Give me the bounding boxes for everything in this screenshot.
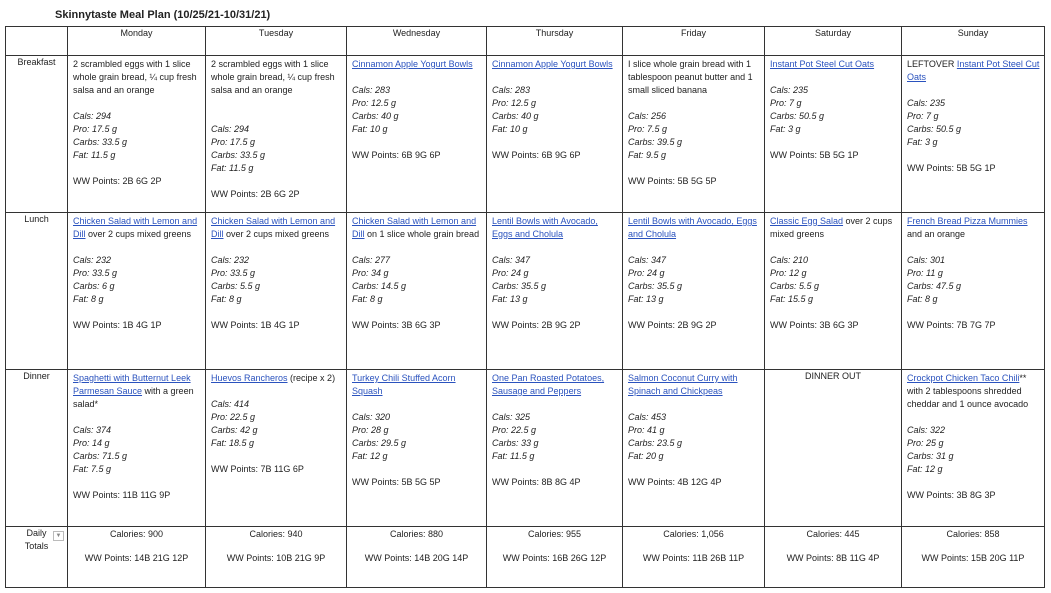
meal-description: [211, 58, 342, 97]
nutrition-carbs: Carbs: 6 g: [73, 281, 115, 291]
nutrition-pro: Pro: 24 g: [628, 268, 665, 278]
nutrition-carbs: Carbs: 71.5 g: [73, 451, 128, 461]
meal-content: [623, 370, 764, 526]
nutrition-cals: Cals: 325: [492, 412, 531, 422]
nutrition-fat: Fat: 12 g: [352, 451, 388, 461]
recipe-link[interactable]: Chicken Salad with Lemon and Dill: [73, 216, 198, 239]
spacer: [907, 306, 1040, 319]
spacer: [352, 241, 482, 254]
total-calories: Calories: 1,056: [663, 529, 724, 539]
spacer: [628, 162, 760, 175]
recipe-link[interactable]: Cinnamon Apple Yogurt Bowls: [492, 59, 613, 69]
nutrition-pro: Pro: 7 g: [907, 111, 939, 121]
recipe-link[interactable]: Lentil Bowls with Avocado, Eggs and Cholula: [628, 216, 757, 239]
meal-cell-breakfast-friday: [623, 56, 765, 213]
meal-cell-lunch-monday: [68, 213, 206, 370]
recipe-link[interactable]: Lentil Bowls with Avocado, Eggs and Cholula: [492, 216, 598, 239]
nutrition-carbs: Carbs: 50.5 g: [907, 124, 962, 134]
corner-cell: [6, 27, 68, 56]
nutrition-fat: Fat: 10 g: [352, 124, 388, 134]
ww-points: WW Points: 5B 5G 1P: [770, 150, 859, 160]
ww-points: WW Points: 7B 11G 6P: [211, 464, 304, 474]
nutrition-pro: Pro: 12 g: [770, 268, 807, 278]
nutrition-cals: Cals: 347: [628, 255, 667, 265]
meal-cell-lunch-tuesday: [206, 213, 347, 370]
nutrition-carbs: Carbs: 5.5 g: [211, 281, 261, 291]
total-cell-thursday: [487, 527, 623, 588]
meal-content: [765, 56, 901, 212]
meal-cell-lunch-sunday: [902, 213, 1045, 370]
spacer: [352, 71, 482, 84]
spacer: [211, 450, 342, 463]
total-cell-monday: [68, 527, 206, 588]
nutrition-carbs: Carbs: 47.5 g: [907, 281, 962, 291]
nutrition-pro: Pro: 7.5 g: [628, 124, 668, 134]
meal-content: [347, 213, 486, 369]
meal-cell-breakfast-wednesday: [347, 56, 487, 213]
nutrition-pro: Pro: 17.5 g: [211, 137, 256, 147]
nutrition-pro: Pro: 12.5 g: [492, 98, 537, 108]
meal-description: [211, 215, 342, 241]
meal-cell-breakfast-thursday: [487, 56, 623, 213]
day-header-thursday: Thursday: [487, 27, 623, 56]
meal-content: [902, 213, 1044, 369]
spacer: [211, 97, 342, 110]
spacer: [352, 306, 482, 319]
nutrition-cals: Cals: 301: [907, 255, 946, 265]
dinner-row: [6, 370, 1045, 527]
nutrition-carbs: Carbs: 35.5 g: [492, 281, 547, 291]
recipe-link[interactable]: Chicken Salad with Lemon and Dill: [352, 216, 477, 239]
nutrition-cals: Cals: 320: [352, 412, 391, 422]
meal-content: [487, 213, 622, 369]
meal-cell-breakfast-tuesday: [206, 56, 347, 213]
meal-note: (recipe x 2): [287, 373, 336, 383]
meal-description: [907, 372, 1040, 411]
recipe-link[interactable]: Chicken Salad with Lemon and Dill: [211, 216, 336, 239]
spacer: [907, 476, 1040, 489]
spacer: [907, 84, 1040, 97]
nutrition-fat: Fat: 9.5 g: [628, 150, 667, 160]
meal-content: [347, 370, 486, 526]
total-ww-points: WW Points: 14B 20G 14P: [364, 553, 469, 563]
meal-note: over 2 cups mixed greens: [85, 229, 192, 239]
row-label-totals: [6, 527, 68, 588]
nutrition-cals: Cals: 210: [770, 255, 809, 265]
meal-description: [73, 372, 201, 411]
ww-points: WW Points: 2B 9G 2P: [492, 320, 581, 330]
meal-description: [628, 372, 760, 398]
nutrition-cals: Cals: 256: [628, 111, 667, 121]
nutrition-carbs: Carbs: 50.5 g: [770, 111, 825, 121]
ww-points: WW Points: 2B 6G 2P: [73, 176, 162, 186]
spacer: [73, 162, 201, 175]
meal-cell-breakfast-saturday: [765, 56, 902, 213]
meal-note: 2 scrambled eggs with 1 slice whole grain bread, ¼ cup fresh salsa and an orange: [73, 59, 197, 95]
meal-note: with a green salad*: [73, 386, 194, 409]
recipe-link[interactable]: One Pan Roasted Potatoes, Sausage and Peppers: [492, 373, 605, 396]
total-cell-tuesday: [206, 527, 347, 588]
nutrition-pro: Pro: 33.5 g: [211, 268, 256, 278]
nutrition-carbs: Carbs: 33.5 g: [73, 137, 128, 147]
nutrition-fat: Fat: 11.5 g: [73, 150, 116, 160]
recipe-link[interactable]: Huevos Rancheros: [211, 373, 288, 383]
meal-content: [347, 56, 486, 212]
nutrition-fat: Fat: 8 g: [907, 294, 938, 304]
nutrition-carbs: Carbs: 40 g: [352, 111, 399, 121]
total-ww-points: WW Points: 16B 26G 12P: [502, 553, 607, 563]
nutrition-fat: Fat: 10 g: [492, 124, 528, 134]
nutrition-pro: Pro: 14 g: [73, 438, 110, 448]
nutrition-pro: Pro: 12.5 g: [352, 98, 397, 108]
nutrition-carbs: Carbs: 29.5 g: [352, 438, 407, 448]
ww-points: WW Points: 1B 4G 1P: [73, 320, 162, 330]
nutrition-pro: Pro: 25 g: [907, 438, 944, 448]
meal-cell-breakfast-sunday: [902, 56, 1045, 213]
nutrition-carbs: Carbs: 39.5 g: [628, 137, 683, 147]
ww-points: WW Points: 3B 6G 3P: [352, 320, 441, 330]
meal-note: I slice whole grain bread with 1 tablespoon peanut butter and 1 small sliced banana: [628, 59, 753, 95]
nutrition-cals: Cals: 232: [73, 255, 112, 265]
spacer: [492, 463, 618, 476]
lunch-row: [6, 213, 1045, 370]
meal-description: [352, 215, 482, 241]
meal-description: [770, 215, 897, 241]
day-header-wednesday: Wednesday: [347, 27, 487, 56]
meal-description: [73, 58, 201, 97]
nutrition-fat: Fat: 13 g: [628, 294, 664, 304]
spacer: [770, 136, 897, 149]
page-title: Skinnytaste Meal Plan (10/25/21-10/31/21): [55, 9, 271, 21]
ww-points: WW Points: 5B 5G 5P: [352, 477, 441, 487]
meal-description: [907, 58, 1040, 84]
ww-points: WW Points: 1B 4G 1P: [211, 320, 300, 330]
ww-points: WW Points: 2B 6G 2P: [211, 189, 300, 199]
ww-points: WW Points: 3B 6G 3P: [770, 320, 859, 330]
nutrition-carbs: Carbs: 42 g: [211, 425, 258, 435]
nutrition-pro: Pro: 22.5 g: [211, 412, 256, 422]
daily-totals-label: Daily Totals: [24, 528, 49, 551]
spacer: [211, 306, 342, 319]
meal-note: over 2 cups mixed greens: [223, 229, 330, 239]
ww-points: WW Points: 6B 9G 6P: [492, 150, 581, 160]
meal-description: [770, 58, 897, 71]
meal-cell-breakfast-monday: [68, 56, 206, 213]
nutrition-pro: Pro: 24 g: [492, 268, 529, 278]
ww-points: WW Points: 11B 11G 9P: [73, 490, 171, 500]
ww-points: WW Points: 2B 9G 2P: [628, 320, 717, 330]
nutrition-cals: Cals: 283: [492, 85, 531, 95]
nutrition-fat: Fat: 8 g: [211, 294, 242, 304]
meal-description: [211, 372, 342, 385]
nutrition-cals: Cals: 277: [352, 255, 391, 265]
recipe-link[interactable]: French Bread Pizza Mummies: [907, 216, 1028, 226]
meal-cell-dinner-saturday: [765, 370, 902, 527]
meal-content: [623, 56, 764, 212]
spacer: [352, 398, 482, 411]
meal-description: [492, 372, 618, 398]
meal-note: ** with 2 tablespoons shredded cheddar and 1 ounce avocado: [907, 373, 1029, 409]
meal-description: [492, 215, 618, 241]
nutrition-cals: Cals: 294: [211, 124, 250, 134]
meal-cell-lunch-thursday: [487, 213, 623, 370]
nutrition-fat: Fat: 11.5 g: [492, 451, 535, 461]
nutrition-fat: Fat: 8 g: [352, 294, 383, 304]
recipe-link[interactable]: Classic Egg Salad: [770, 216, 844, 226]
total-calories: Calories: 880: [389, 529, 444, 539]
meal-cell-dinner-wednesday: [347, 370, 487, 527]
meal-content: [902, 370, 1044, 526]
nutrition-fat: Fat: 20 g: [628, 451, 664, 461]
recipe-link[interactable]: Instant Pot Steel Cut Oats: [770, 59, 875, 69]
meal-description: [73, 215, 201, 241]
nutrition-pro: Pro: 22.5 g: [492, 425, 537, 435]
recipe-link[interactable]: Salmon Coconut Curry with Spinach and Chickpeas: [628, 373, 738, 396]
spacer: [628, 463, 760, 476]
recipe-link[interactable]: Instant Pot Steel Cut Oats: [907, 59, 1040, 82]
meal-description: [492, 58, 618, 71]
nutrition-carbs: Carbs: 5.5 g: [770, 281, 820, 291]
nutrition-cals: Cals: 235: [907, 98, 946, 108]
nutrition-fat: Fat: 18.5 g: [211, 438, 255, 448]
ww-points: WW Points: 8B 8G 4P: [492, 477, 581, 487]
meal-cell-lunch-friday: [623, 213, 765, 370]
meal-content: [68, 56, 205, 212]
meal-description: [352, 372, 482, 398]
meal-description: [628, 215, 760, 241]
day-header-sunday: Sunday: [902, 27, 1045, 56]
nutrition-pro: Pro: 17.5 g: [73, 124, 118, 134]
spacer: [352, 463, 482, 476]
ww-points: WW Points: 7B 7G 7P: [907, 320, 996, 330]
ww-points: WW Points: 4B 12G 4P: [628, 477, 722, 487]
spacer: [492, 398, 618, 411]
total-calories: Calories: 858: [946, 529, 1000, 539]
spacer: [628, 398, 760, 411]
spacer: [628, 97, 760, 110]
nutrition-cals: Cals: 322: [907, 425, 946, 435]
nutrition-cals: Cals: 294: [73, 111, 112, 121]
nutrition-cals: Cals: 347: [492, 255, 531, 265]
spacer: [73, 97, 201, 110]
chevron-down-icon[interactable]: ▼: [53, 531, 64, 541]
row-label-lunch: Lunch: [6, 213, 68, 370]
spacer: [73, 476, 201, 489]
meal-content: [68, 370, 205, 526]
total-calories: Calories: 900: [109, 529, 164, 539]
spacer: [907, 411, 1040, 424]
nutrition-carbs: Carbs: 14.5 g: [352, 281, 407, 291]
spacer: [492, 241, 618, 254]
spacer: [907, 241, 1040, 254]
meal-content: [623, 213, 764, 369]
nutrition-fat: Fat: 8 g: [73, 294, 104, 304]
nutrition-carbs: Carbs: 33 g: [492, 438, 539, 448]
total-calories: Calories: 955: [527, 529, 582, 539]
spacer: [907, 149, 1040, 162]
spacer: [492, 306, 618, 319]
meal-cell-dinner-tuesday: [206, 370, 347, 527]
dinner-out-label: DINNER OUT: [805, 371, 861, 381]
nutrition-carbs: Carbs: 33.5 g: [211, 150, 266, 160]
spacer: [770, 241, 897, 254]
ww-points: WW Points: 3B 8G 3P: [907, 490, 996, 500]
spacer: [211, 241, 342, 254]
nutrition-carbs: Carbs: 31 g: [907, 451, 954, 461]
spacer: [73, 411, 201, 424]
day-header-friday: Friday: [623, 27, 765, 56]
spacer: [770, 306, 897, 319]
spacer: [352, 136, 482, 149]
meal-content: [68, 213, 205, 369]
totals-row: [6, 527, 1045, 588]
total-ww-points: WW Points: 14B 21G 12P: [84, 553, 189, 563]
total-cell-friday: [623, 527, 765, 588]
total-cell-sunday: [902, 527, 1045, 588]
recipe-link[interactable]: Spaghetti with Butternut Leek Parmesan Sauce: [73, 373, 191, 396]
meal-note: on 1 slice whole grain bread: [364, 229, 480, 239]
recipe-link[interactable]: Turkey Chili Stuffed Acorn Squash: [352, 373, 456, 396]
nutrition-cals: Cals: 374: [73, 425, 112, 435]
meal-cell-dinner-thursday: [487, 370, 623, 527]
nutrition-pro: Pro: 41 g: [628, 425, 665, 435]
meal-content: [902, 56, 1044, 212]
spacer: [73, 241, 201, 254]
meal-description: [628, 58, 760, 97]
nutrition-pro: Pro: 34 g: [352, 268, 389, 278]
nutrition-fat: Fat: 3 g: [907, 137, 938, 147]
meal-description: [352, 58, 482, 71]
spacer: [211, 175, 342, 188]
day-header-monday: Monday: [68, 27, 206, 56]
spacer: [492, 71, 618, 84]
nutrition-fat: Fat: 11.5 g: [211, 163, 254, 173]
recipe-link[interactable]: Cinnamon Apple Yogurt Bowls: [352, 59, 473, 69]
meal-content: [487, 56, 622, 212]
meal-cell-lunch-saturday: [765, 213, 902, 370]
breakfast-row: [6, 56, 1045, 213]
meal-note: and an orange: [907, 229, 966, 239]
total-ww-points: WW Points: 11B 26B 11P: [642, 553, 745, 563]
day-header-tuesday: Tuesday: [206, 27, 347, 56]
nutrition-cals: Cals: 453: [628, 412, 667, 422]
recipe-link[interactable]: Crockpot Chicken Taco Chili: [907, 373, 1020, 383]
nutrition-pro: Pro: 7 g: [770, 98, 802, 108]
meal-content: [487, 370, 622, 526]
spacer: [73, 306, 201, 319]
meal-content: [206, 56, 346, 212]
nutrition-carbs: Carbs: 40 g: [492, 111, 539, 121]
meal-description: [907, 215, 1040, 241]
meal-cell-dinner-monday: [68, 370, 206, 527]
nutrition-fat: Fat: 7.5 g: [73, 464, 112, 474]
meal-cell-dinner-sunday: [902, 370, 1045, 527]
ww-points: WW Points: 6B 9G 6P: [352, 150, 441, 160]
spacer: [628, 241, 760, 254]
nutrition-cals: Cals: 283: [352, 85, 391, 95]
nutrition-pro: Pro: 11 g: [907, 268, 943, 278]
nutrition-cals: Cals: 414: [211, 399, 250, 409]
total-cell-saturday: [765, 527, 902, 588]
day-header-saturday: Saturday: [765, 27, 902, 56]
nutrition-carbs: Carbs: 23.5 g: [628, 438, 683, 448]
total-cell-wednesday: [347, 527, 487, 588]
total-calories: Calories: 940: [249, 529, 303, 539]
meal-content: [206, 213, 346, 369]
row-label-breakfast: Breakfast: [6, 56, 68, 213]
total-ww-points: WW Points: 10B 21G 9P: [226, 553, 326, 563]
ww-points: WW Points: 5B 5G 1P: [907, 163, 996, 173]
meal-cell-lunch-wednesday: [347, 213, 487, 370]
nutrition-pro: Pro: 33.5 g: [73, 268, 118, 278]
total-ww-points: WW Points: 15B 20G 11P: [921, 553, 1025, 563]
total-ww-points: WW Points: 8B 11G 4P: [786, 553, 880, 563]
spacer: [492, 136, 618, 149]
nutrition-cals: Cals: 232: [211, 255, 250, 265]
spacer: [211, 110, 342, 123]
meal-note: over 2 cups mixed greens: [770, 216, 893, 239]
nutrition-carbs: Carbs: 35.5 g: [628, 281, 683, 291]
nutrition-fat: Fat: 15.5 g: [770, 294, 814, 304]
total-calories: Calories: 445: [806, 529, 860, 539]
nutrition-fat: Fat: 3 g: [770, 124, 801, 134]
meal-prefix: LEFTOVER: [907, 59, 957, 69]
header-row: [6, 27, 1045, 56]
nutrition-cals: Cals: 235: [770, 85, 809, 95]
nutrition-pro: Pro: 28 g: [352, 425, 389, 435]
spacer: [770, 71, 897, 84]
spacer: [628, 306, 760, 319]
meal-plan-table: [5, 26, 1045, 588]
ww-points: WW Points: 5B 5G 5P: [628, 176, 717, 186]
meal-content: [765, 213, 901, 369]
nutrition-fat: Fat: 12 g: [907, 464, 943, 474]
meal-cell-dinner-friday: [623, 370, 765, 527]
meal-content: [206, 370, 346, 526]
meal-note: 2 scrambled eggs with 1 slice whole grain bread, ¼ cup fresh salsa and an orange: [211, 59, 335, 95]
nutrition-fat: Fat: 13 g: [492, 294, 528, 304]
row-label-dinner: Dinner: [6, 370, 68, 527]
spacer: [211, 385, 342, 398]
